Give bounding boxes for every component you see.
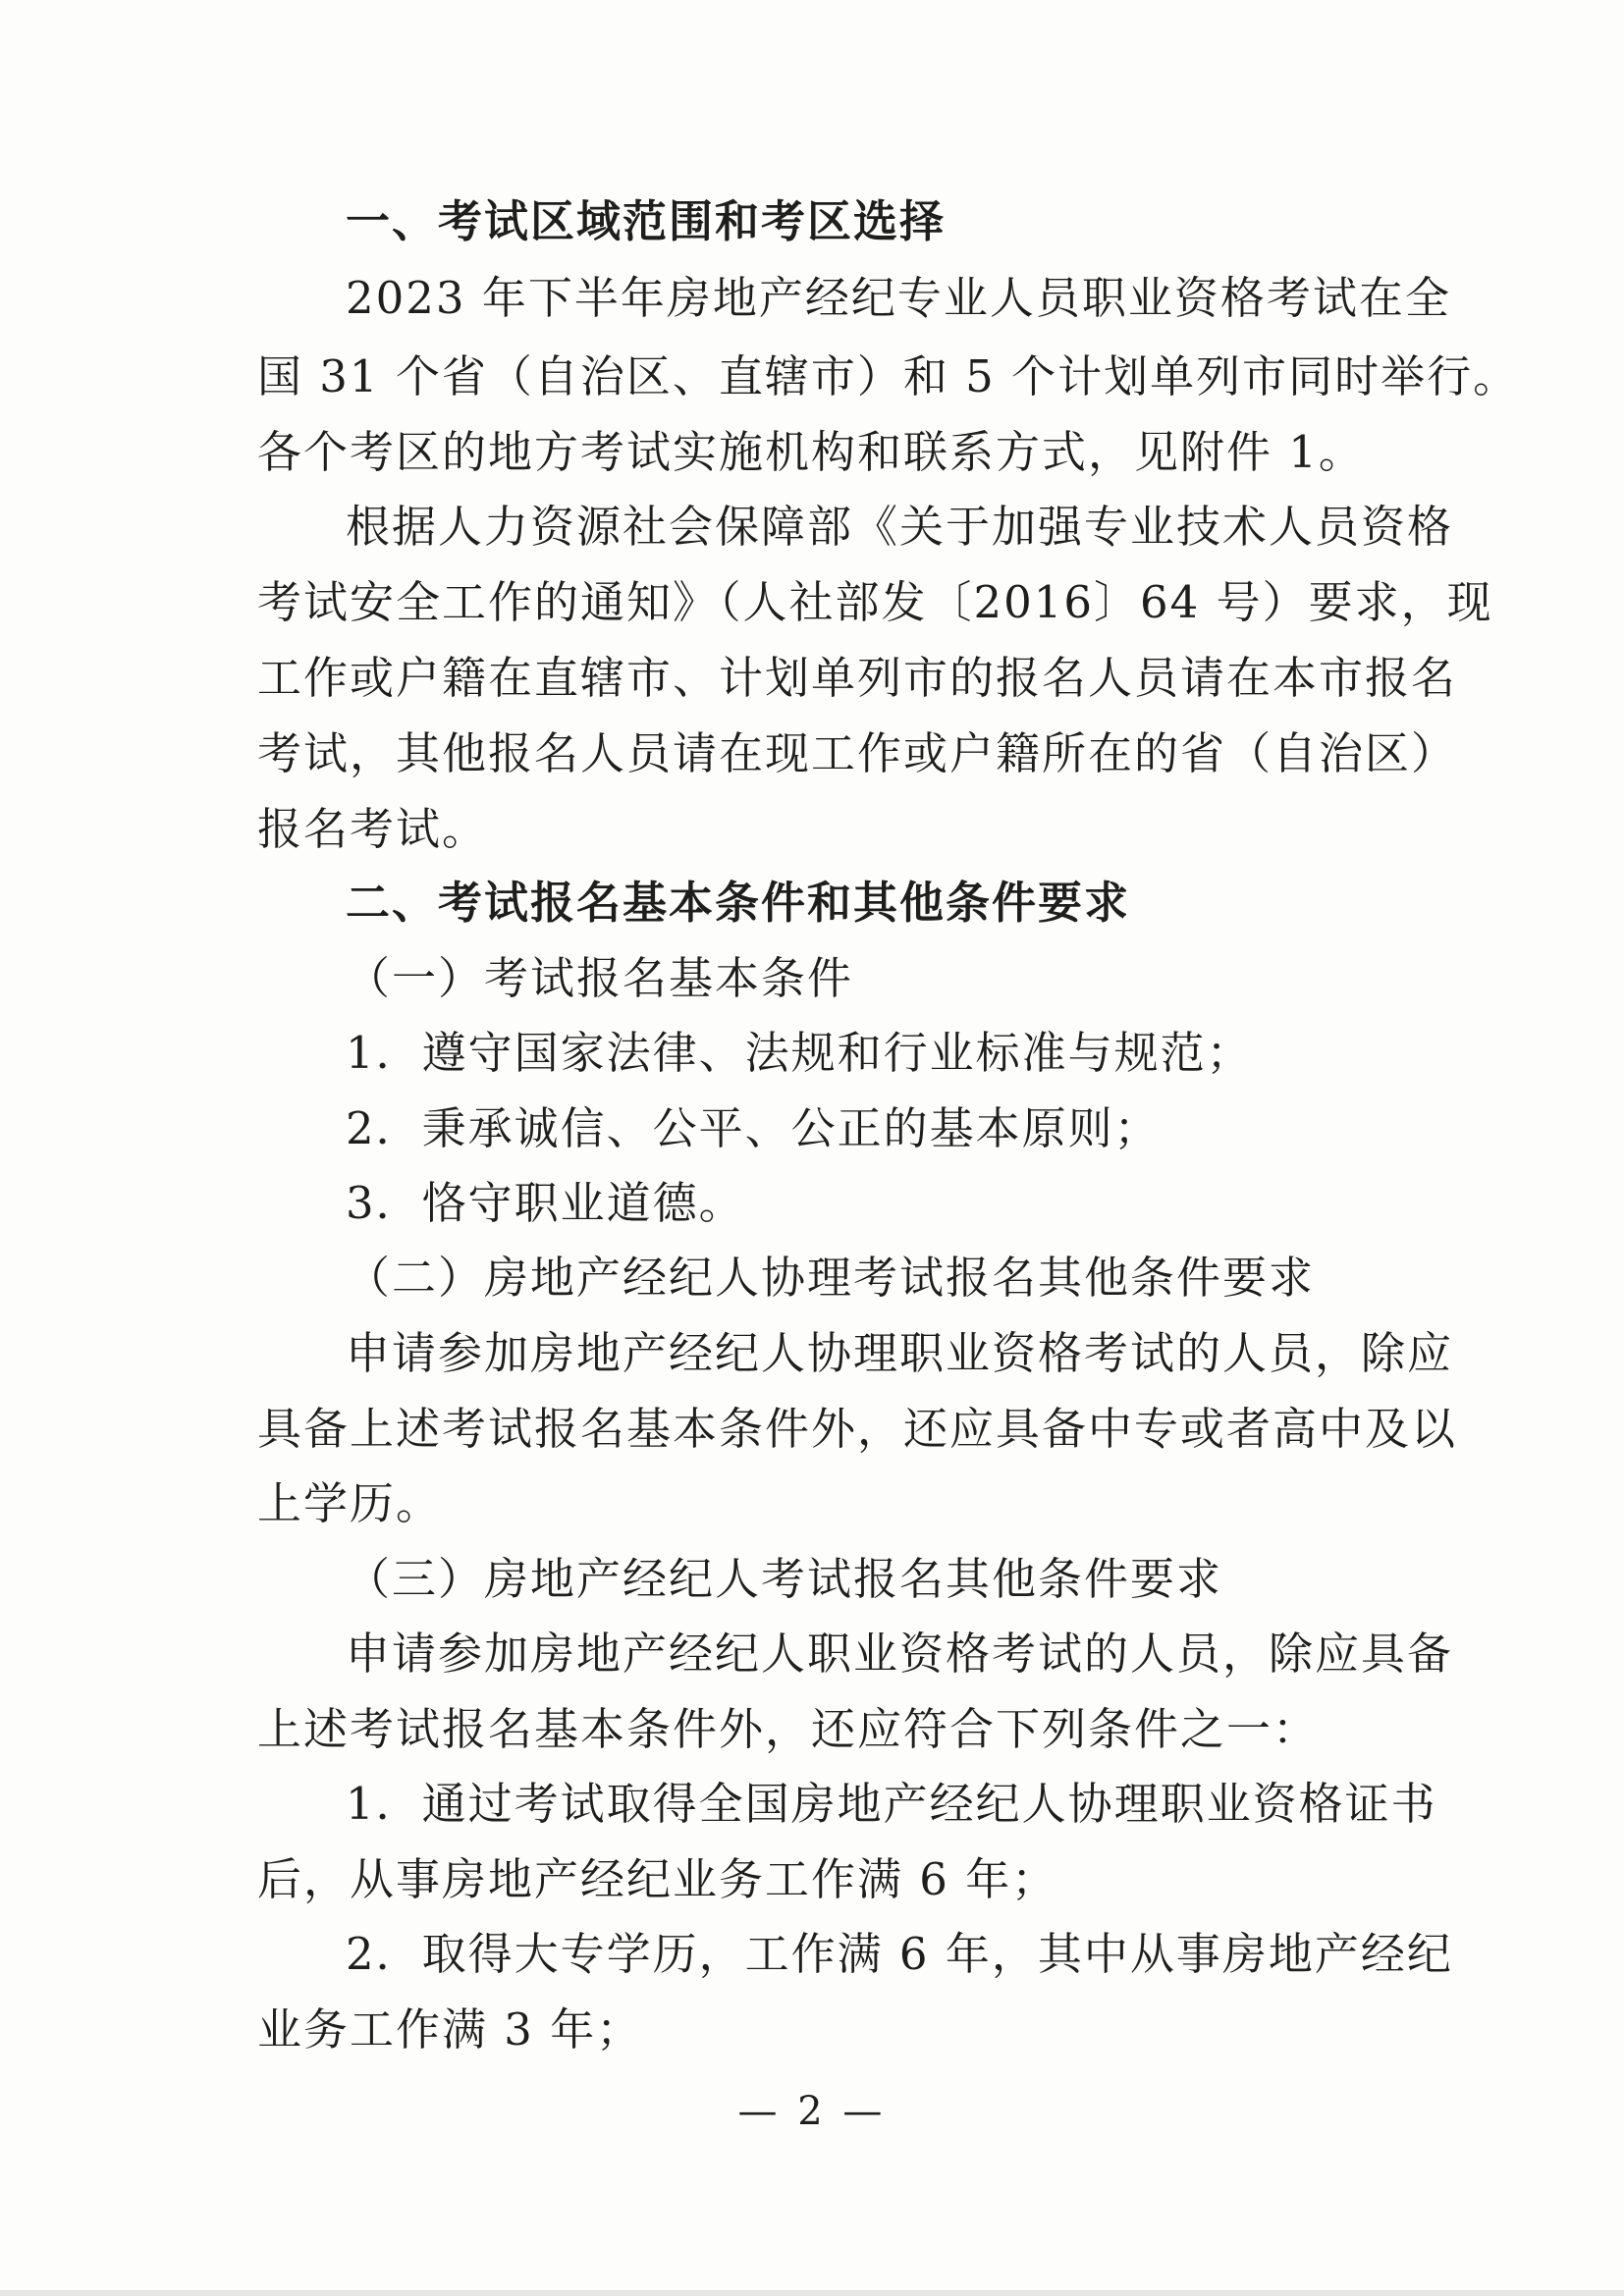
paragraph-line: 上学历。: [257, 1477, 443, 1529]
subsection-heading: （一）考试报名基本条件: [346, 952, 854, 1004]
section-heading-1: 一、考试区域范围和考区选择: [346, 195, 947, 247]
list-item-continuation: 后，从事房地产经纪业务工作满 6 年；: [257, 1853, 1058, 1905]
paragraph-line: 2023 年下半年房地产经纪专业人员职业资格考试在全: [346, 272, 1451, 324]
list-item: 1．遵守国家法律、法规和行业标准与规范；: [346, 1027, 1253, 1079]
paragraph-line: 各个考区的地方考试实施机构和联系方式，见附件 1。: [257, 426, 1365, 478]
list-item: 3．恪守职业道德。: [346, 1177, 745, 1229]
paragraph-line: 报名考试。: [257, 803, 489, 855]
paragraph-line: 根据人力资源社会保障部《关于加强专业技术人员资格: [346, 501, 1454, 553]
section-heading-2: 二、考试报名基本条件和其他条件要求: [346, 877, 1131, 929]
paragraph-line: 申请参加房地产经纪人职业资格考试的人员，除应具备: [346, 1628, 1454, 1680]
subsection-heading: （二）房地产经纪人协理考试报名其他条件要求: [346, 1252, 1316, 1304]
paragraph-line: 工作或户籍在直辖市、计划单列市的报名人员请在本市报名: [257, 652, 1458, 704]
paragraph-line: 考试安全工作的通知》（人社部发〔2016〕64 号）要求，现: [257, 576, 1493, 628]
list-item: 2．取得大专学历，工作满 6 年，其中从事房地产经纪: [346, 1928, 1453, 1980]
paragraph-line: 考试，其他报名人员请在现工作或户籍所在的省（自治区）: [257, 727, 1458, 779]
list-item: 2．秉承诚信、公平、公正的基本原则；: [346, 1102, 1161, 1154]
page-number: — 2 —: [737, 2089, 887, 2134]
paragraph-line: 上述考试报名基本条件外，还应符合下列条件之一：: [257, 1703, 1320, 1755]
paragraph-line: 申请参加房地产经纪人协理职业资格考试的人员，除应: [346, 1327, 1454, 1379]
paragraph-line: 具备上述考试报名基本条件外，还应具备中专或者高中及以: [257, 1403, 1458, 1455]
subsection-heading: （三）房地产经纪人考试报名其他条件要求: [346, 1553, 1223, 1605]
list-item: 1．通过考试取得全国房地产经纪人协理职业资格证书: [346, 1778, 1437, 1830]
paragraph-line: 国 31 个省（自治区、直辖市）和 5 个计划单列市同时举行。: [257, 350, 1520, 402]
list-item-continuation: 业务工作满 3 年；: [257, 2003, 643, 2056]
scan-edge: [0, 2290, 1624, 2296]
